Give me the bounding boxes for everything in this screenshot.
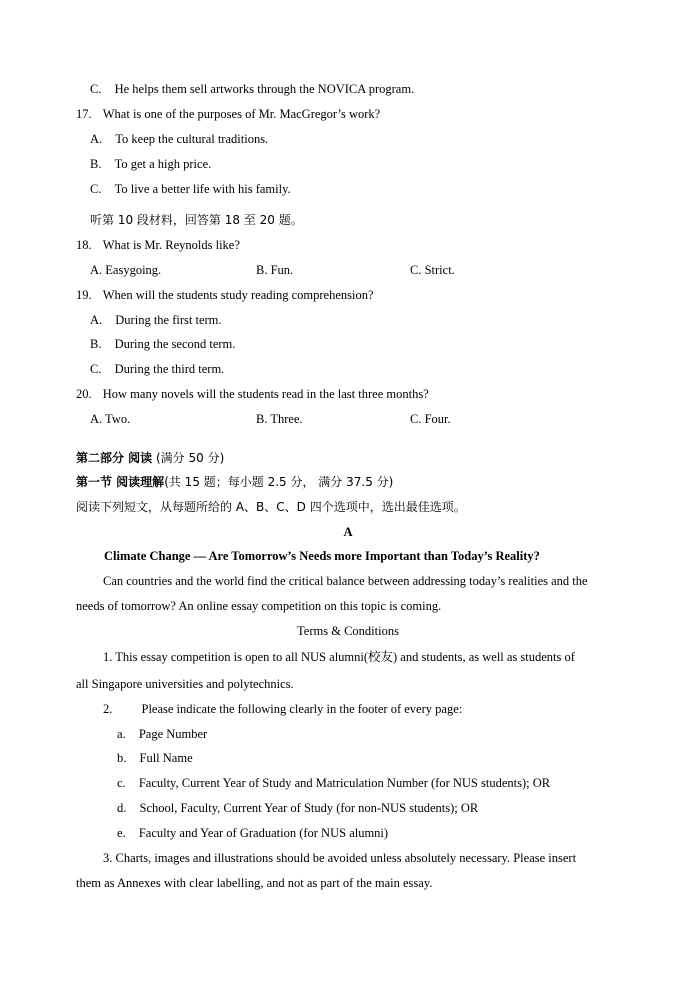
- part-score: (满分 50 分): [152, 451, 225, 465]
- option-text: To get a high price.: [114, 157, 212, 171]
- q19-option-a: [90, 312, 222, 328]
- question-text: What is Mr. Reynolds like?: [102, 238, 240, 252]
- question-number: 18.: [76, 238, 92, 252]
- sub-item-text: Faculty and Year of Graduation (for NUS alumni): [138, 826, 389, 840]
- option-text: To live a better life with his family.: [114, 182, 291, 196]
- q20-option-a: A. Two.: [90, 412, 131, 426]
- q17-option-a: [90, 131, 268, 147]
- sub-item-label: d.: [117, 801, 127, 815]
- q20-option-b: B. Three.: [256, 412, 303, 426]
- q19-option-b: [90, 336, 235, 352]
- term-item-2: [103, 701, 462, 717]
- q17-option-b: [90, 156, 211, 172]
- section-score: (共 15 题；每小题 2.5 分， 满分 37.5 分): [164, 475, 394, 489]
- section-1-heading: [76, 474, 393, 490]
- question-number: 19.: [76, 288, 92, 302]
- option-text: During the third term.: [114, 362, 225, 376]
- passage-title: Climate Change — Are Tomorrow’s Needs more Important than Today’s Reality?: [104, 549, 540, 563]
- section-title: 第一节 阅读理解: [76, 475, 165, 489]
- term-item-3-line-1: 3. Charts, images and illustrations should be avoided unless absolutely necessary. Please insert: [103, 851, 577, 865]
- option-text: He helps them sell artworks through the NOVICA program.: [114, 82, 415, 96]
- option-label: B.: [90, 157, 102, 171]
- sub-item-text: School, Faculty, Current Year of Study (for non-NUS students); OR: [139, 801, 479, 815]
- term-item-1-line-1: 1. This essay competition is open to all NUS alumni(校友) and students, as well as students of: [103, 650, 575, 664]
- q16-option-c: [90, 81, 414, 97]
- sub-item-d: [117, 800, 478, 816]
- sub-item-label: b.: [117, 751, 127, 765]
- q17-option-c: [90, 181, 291, 197]
- sub-item-a: [117, 726, 207, 742]
- option-label: C.: [90, 182, 102, 196]
- section-10-instruction: 听第 10 段材料，回答第 18 至 20 题。: [90, 213, 303, 227]
- question-number: 17.: [76, 107, 92, 121]
- option-label: B.: [90, 337, 102, 351]
- sub-item-b: [117, 750, 193, 766]
- passage-letter: A: [343, 525, 353, 539]
- sub-item-text: Page Number: [138, 727, 208, 741]
- sub-item-label: c.: [117, 776, 126, 790]
- reading-instruction: 阅读下列短文，从每题所给的 A、B、C、D 四个选项中，选出最佳选项。: [76, 500, 466, 514]
- question-text: When will the students study reading comprehension?: [102, 288, 374, 302]
- sub-item-label: a.: [117, 727, 126, 741]
- question-17: [76, 106, 380, 122]
- sub-item-label: e.: [117, 826, 126, 840]
- part-title: 第二部分 阅读: [76, 451, 153, 465]
- term-item-3-line-2: them as Annexes with clear labelling, and not as part of the main essay.: [76, 876, 433, 890]
- q19-option-c: [90, 361, 224, 377]
- q18-option-c: C. Strict.: [410, 263, 455, 277]
- option-label: C.: [90, 82, 102, 96]
- question-text: What is one of the purposes of Mr. MacGregor’s work?: [102, 107, 381, 121]
- intro-line-2: needs of tomorrow? An online essay competition on this topic is coming.: [76, 599, 442, 613]
- terms-heading: Terms & Conditions: [297, 624, 399, 638]
- q18-option-b: B. Fun.: [256, 263, 294, 277]
- question-text: How many novels will the students read in the last three months?: [102, 387, 429, 401]
- term-item-1-line-2: all Singapore universities and polytechnics.: [76, 677, 294, 691]
- q18-option-a: A. Easygoing.: [90, 263, 162, 277]
- sub-item-c: [117, 775, 550, 791]
- question-number: 20.: [76, 387, 92, 401]
- question-20: [76, 386, 429, 402]
- option-text: During the first term.: [115, 313, 222, 327]
- item-number: 2.: [103, 702, 113, 716]
- intro-line-1: Can countries and the world find the critical balance between addressing today’s realities and the: [103, 574, 588, 588]
- option-text: To keep the cultural traditions.: [115, 132, 269, 146]
- sub-item-text: Full Name: [139, 751, 193, 765]
- question-19: [76, 287, 374, 303]
- sub-item-e: [117, 825, 388, 841]
- q20-option-c: C. Four.: [410, 412, 451, 426]
- question-18: [76, 237, 240, 253]
- option-text: During the second term.: [114, 337, 236, 351]
- option-label: A.: [90, 132, 103, 146]
- sub-item-text: Faculty, Current Year of Study and Matriculation Number (for NUS students); OR: [138, 776, 551, 790]
- item-text: Please indicate the following clearly in the footer of every page:: [141, 702, 463, 716]
- option-label: A.: [90, 313, 103, 327]
- option-label: C.: [90, 362, 102, 376]
- part-2-heading: [76, 450, 224, 466]
